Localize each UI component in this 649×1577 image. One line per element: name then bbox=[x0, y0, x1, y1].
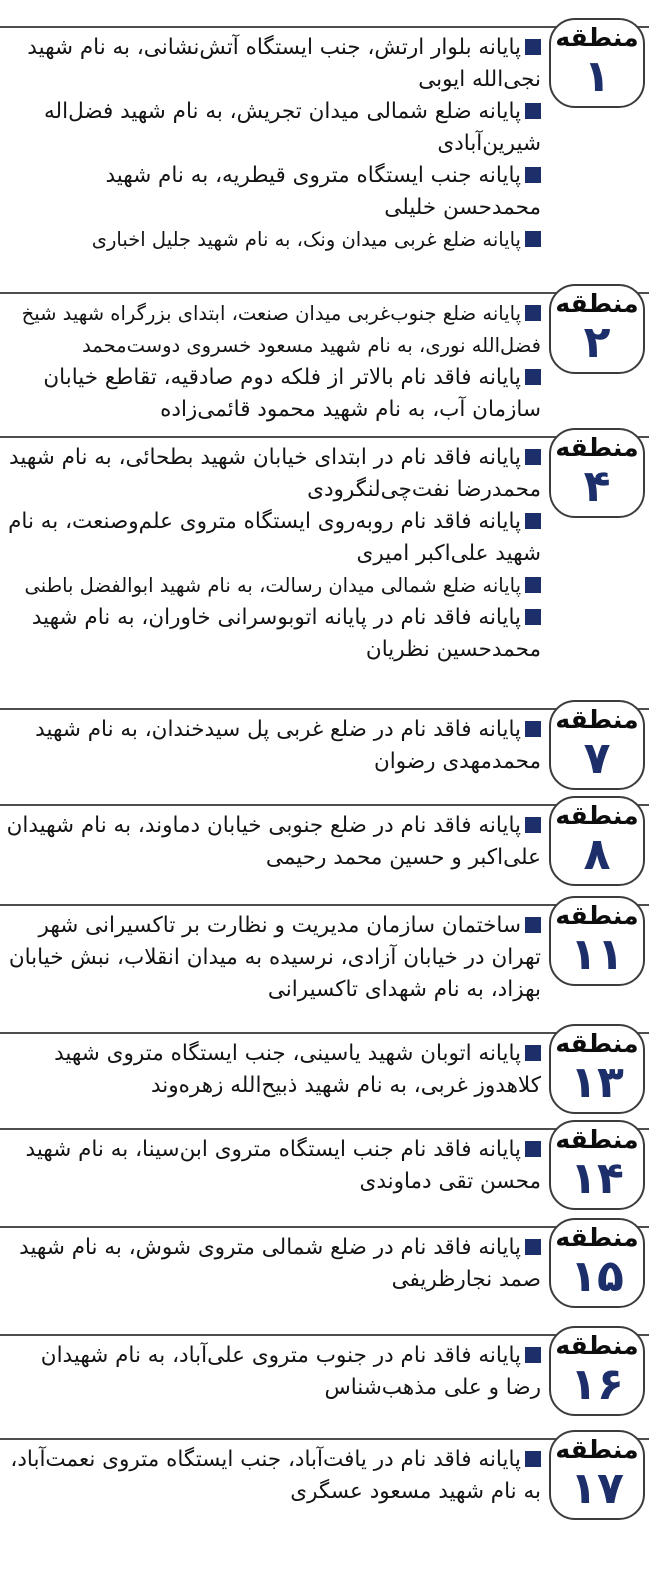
terminal-entry bbox=[2, 714, 541, 778]
district-number: ۲ bbox=[583, 317, 611, 368]
district-section bbox=[0, 901, 649, 1028]
square-bullet-icon bbox=[525, 609, 541, 625]
district-number: ۱۶ bbox=[570, 1359, 624, 1410]
district-label: منطقه bbox=[555, 1223, 639, 1252]
terminal-entry-text: پایانه فاقد نام در یافت‌آباد، جنب ایستگاه متروی نعمت‌آباد، به نام شهید مسعود عسگری bbox=[10, 1447, 541, 1504]
district-number: ۱۵ bbox=[570, 1251, 624, 1302]
district-badge bbox=[549, 1326, 645, 1416]
terminal-entry bbox=[2, 506, 541, 570]
terminal-entry-text: پایانه ضلع شمالی میدان تجریش، به نام شهید فضل‌اله شیرین‌آبادی bbox=[44, 99, 541, 156]
terminal-entries bbox=[2, 1340, 541, 1404]
terminal-entry-text: پایانه اتوبان شهید یاسینی، جنب ایستگاه متروی شهید کلاهدوز غربی، به نام شهید ذبیح‌الله زهره‌وند bbox=[54, 1041, 541, 1098]
terminal-entry bbox=[2, 1232, 541, 1296]
district-label: منطقه bbox=[555, 901, 639, 930]
square-bullet-icon bbox=[525, 231, 541, 247]
terminal-entry bbox=[2, 1134, 541, 1198]
terminal-entry-text: پایانه فاقد نام روبه‌روی ایستگاه متروی علم‌وصنعت، به نام شهید علی‌اکبر امیری bbox=[8, 509, 541, 566]
terminal-entry-text: پایانه ضلع جنوب‌غربی میدان صنعت، ابتدای بزرگراه شهید شیخ فضل‌الله نوری، به نام شهید مسعود خسروی دوست‌محمد bbox=[21, 302, 541, 357]
square-bullet-icon bbox=[525, 449, 541, 465]
district-badge bbox=[549, 1024, 645, 1114]
square-bullet-icon bbox=[525, 1239, 541, 1255]
terminal-entry bbox=[2, 570, 541, 602]
square-bullet-icon bbox=[525, 513, 541, 529]
square-bullet-icon bbox=[525, 917, 541, 933]
terminal-entry bbox=[2, 32, 541, 96]
terminal-entries bbox=[2, 1038, 541, 1102]
district-badge bbox=[549, 796, 645, 886]
terminal-entry-text: پایانه فاقد نام بالاتر از فلکه دوم صادقیه، تقاطع خیابان سازمان آب، به نام شهید محمود قائمی‌زاده bbox=[43, 365, 541, 422]
terminal-entry-text: پایانه ضلع شمالی میدان رسالت، به نام شهید ابوالفضل باطنی bbox=[24, 574, 521, 597]
district-badge bbox=[549, 428, 645, 518]
terminal-entry-text: پایانه فاقد نام در پایانه اتوبوسرانی خاوران، به نام شهید محمدحسین نظریان bbox=[31, 605, 541, 662]
terminal-entry bbox=[2, 224, 541, 256]
district-label: منطقه bbox=[555, 1331, 639, 1360]
district-label: منطقه bbox=[555, 1029, 639, 1058]
district-number: ۱۱ bbox=[570, 929, 624, 980]
district-number: ۱۳ bbox=[570, 1057, 624, 1108]
square-bullet-icon bbox=[525, 103, 541, 119]
district-number: ۱ bbox=[583, 51, 611, 102]
terminal-entries bbox=[2, 442, 541, 666]
district-badge bbox=[549, 700, 645, 790]
district-label: منطقه bbox=[555, 433, 639, 462]
district-number: ۸ bbox=[583, 829, 611, 880]
square-bullet-icon bbox=[525, 721, 541, 737]
district-badge bbox=[549, 896, 645, 986]
terminal-entries bbox=[2, 810, 541, 874]
terminal-entry bbox=[2, 602, 541, 666]
square-bullet-icon bbox=[525, 167, 541, 183]
district-label: منطقه bbox=[555, 289, 639, 318]
square-bullet-icon bbox=[525, 1451, 541, 1467]
terminal-entries bbox=[2, 714, 541, 778]
district-label: منطقه bbox=[555, 1125, 639, 1154]
terminal-entry-text: پایانه فاقد نام در جنوب متروی علی‌آباد، به نام شهیدان رضا و علی مذهب‌شناس bbox=[40, 1343, 541, 1400]
district-section bbox=[0, 289, 649, 432]
terminal-entries bbox=[2, 32, 541, 256]
district-section bbox=[0, 433, 649, 704]
district-section bbox=[0, 1223, 649, 1330]
terminal-entry-text: پایانه ضلع غربی میدان ونک، به نام شهید جلیل اخباری bbox=[91, 228, 521, 251]
district-section bbox=[0, 23, 649, 288]
terminal-entry bbox=[2, 810, 541, 874]
district-label: منطقه bbox=[555, 705, 639, 734]
district-badge bbox=[549, 1430, 645, 1520]
terminal-entry bbox=[2, 298, 541, 362]
terminal-entries bbox=[2, 1444, 541, 1508]
terminal-entries bbox=[2, 298, 541, 426]
district-badge bbox=[549, 284, 645, 374]
terminal-entry-text: پایانه فاقد نام در ضلع شمالی متروی شوش، به نام شهید صمد نجارظریفی bbox=[19, 1235, 541, 1292]
terminal-entry-text: پایانه فاقد نام جنب ایستگاه متروی ابن‌سینا، به نام شهید محسن تقی دماوندی bbox=[25, 1137, 541, 1194]
terminal-entry bbox=[2, 910, 541, 1006]
district-label: منطقه bbox=[555, 23, 639, 52]
district-badge bbox=[549, 1218, 645, 1308]
terminal-entry bbox=[2, 442, 541, 506]
terminal-entry bbox=[2, 160, 541, 224]
district-label: منطقه bbox=[555, 1435, 639, 1464]
terminal-entry bbox=[2, 362, 541, 426]
square-bullet-icon bbox=[525, 1347, 541, 1363]
terminal-entry bbox=[2, 96, 541, 160]
terminal-entry bbox=[2, 1038, 541, 1102]
terminal-entry-text: ساختمان سازمان مدیریت و نظارت بر تاکسیرانی شهر تهران در خیابان آزادی، نرسیده به میدان انقلاب، نبش خیابان بهزاد، به نام شهدای تاکسیرانی bbox=[8, 913, 541, 1002]
district-number: ۱۴ bbox=[570, 1153, 624, 1204]
square-bullet-icon bbox=[525, 577, 541, 593]
square-bullet-icon bbox=[525, 305, 541, 321]
district-section bbox=[0, 1435, 649, 1574]
district-section bbox=[0, 1331, 649, 1434]
terminal-entries bbox=[2, 1232, 541, 1296]
terminal-entry bbox=[2, 1340, 541, 1404]
terminal-entry-text: پایانه فاقد نام در ابتدای خیابان شهید بطحائی، به نام شهید محمدرضا نفت‌چی‌لنگرودی bbox=[9, 445, 541, 502]
district-number: ۱۷ bbox=[570, 1463, 624, 1514]
terminal-entry-text: پایانه بلوار ارتش، جنب ایستگاه آتش‌نشانی، به نام شهید نجی‌الله ایوبی bbox=[27, 35, 541, 92]
district-section bbox=[0, 1029, 649, 1124]
terminal-entry-text: پایانه جنب ایستگاه متروی قیطریه، به نام شهید محمدحسن خلیلی bbox=[105, 163, 541, 220]
terminal-entry bbox=[2, 1444, 541, 1508]
district-label: منطقه bbox=[555, 801, 639, 830]
district-badge bbox=[549, 1120, 645, 1210]
district-badge bbox=[549, 18, 645, 108]
district-section bbox=[0, 705, 649, 800]
square-bullet-icon bbox=[525, 39, 541, 55]
square-bullet-icon bbox=[525, 1045, 541, 1061]
square-bullet-icon bbox=[525, 1141, 541, 1157]
district-number: ۷ bbox=[583, 733, 611, 784]
district-number: ۴ bbox=[583, 461, 611, 512]
terminal-entries bbox=[2, 910, 541, 1006]
district-section bbox=[0, 1125, 649, 1222]
terminal-entries bbox=[2, 1134, 541, 1198]
district-section bbox=[0, 801, 649, 900]
terminal-entry-text: پایانه فاقد نام در ضلع غربی پل سیدخندان، به نام شهید محمدمهدی رضوان bbox=[35, 717, 541, 774]
square-bullet-icon bbox=[525, 369, 541, 385]
square-bullet-icon bbox=[525, 817, 541, 833]
terminal-entry-text: پایانه فاقد نام در ضلع جنوبی خیابان دماوند، به نام شهیدان علی‌اکبر و حسین محمد رحیمی bbox=[6, 813, 541, 870]
